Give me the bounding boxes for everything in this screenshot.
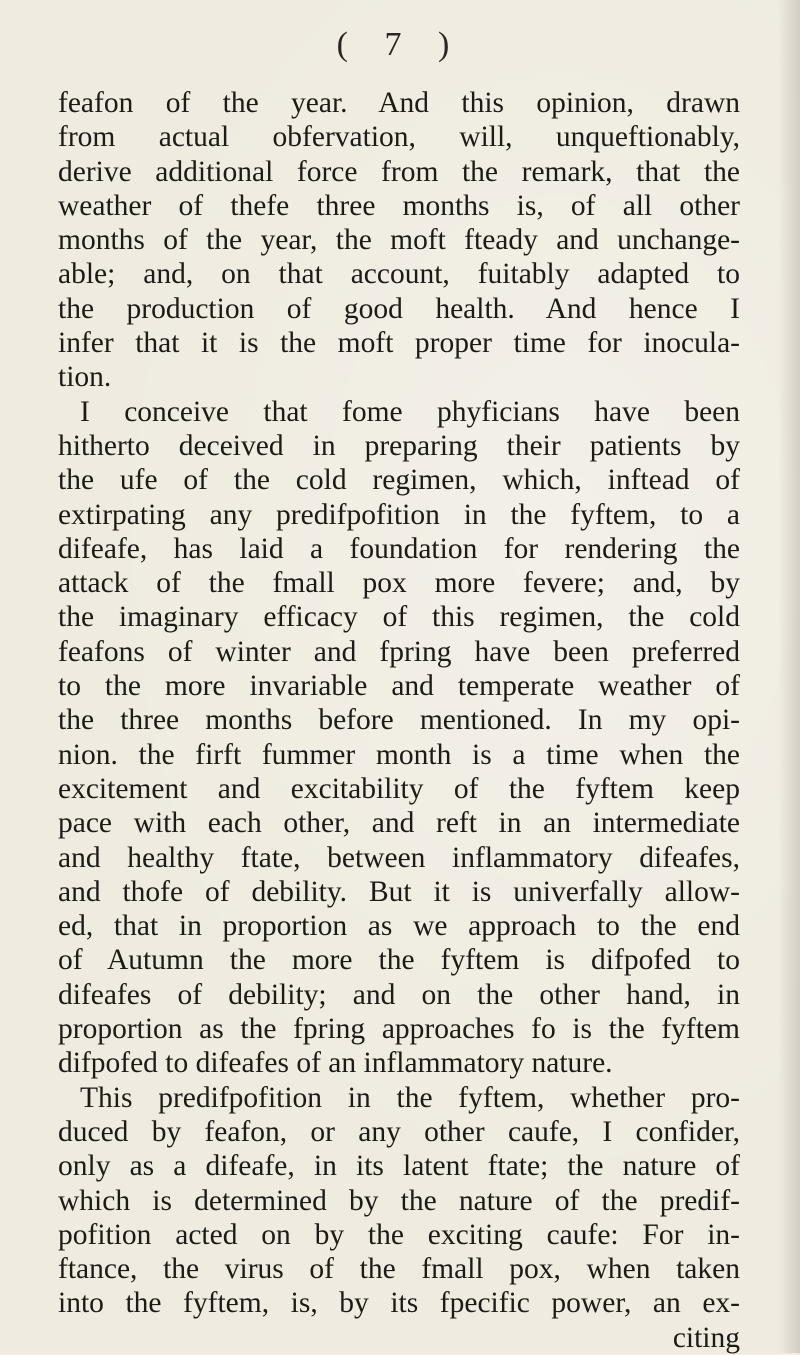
text-line: the ufe of the cold regimen, which, inftead of <box>58 464 740 497</box>
text-line: and thofe of debility. But it is univerfally allow- <box>58 875 740 908</box>
text-line: from actual obfervation, will, unqueftionably, <box>58 121 740 154</box>
text-line: I conceive that fome phyficians have been <box>80 395 740 428</box>
text-line: weather of thefe three months is, of all other <box>58 189 740 222</box>
text-line: infer that it is the moft proper time for inocula- <box>58 327 740 360</box>
body-text <box>58 86 740 1355</box>
text-line: pace with each other, and reft in an intermediate <box>58 807 740 840</box>
text-line: hitherto deceived in preparing their patients by <box>58 429 740 462</box>
text-line: difeafes of debility; and on the other hand, in <box>58 978 740 1011</box>
text-line: feafon of the year. And this opinion, drawn <box>58 87 740 119</box>
page-number: ( 7 ) <box>336 26 464 63</box>
text-line: duced by feafon, or any other caufe, I confider, <box>58 1115 740 1148</box>
text-line: of Autumn the more the fyftem is difpofed to <box>58 944 740 977</box>
page-edge-shadow <box>778 0 800 1353</box>
text-line: proportion as the fpring approaches fo is the fyftem <box>58 1013 740 1046</box>
text-line: the production of good health. And hence I <box>58 292 740 325</box>
text-line: difeafe, has laid a foundation for rendering the <box>58 532 740 565</box>
text-line: extirpating any predifpofition in the fyftem, to a <box>58 498 740 531</box>
text-line: months of the year, the moft fteady and unchange- <box>58 224 740 257</box>
text-line: which is determined by the nature of the predif- <box>58 1184 740 1217</box>
text-line: excitement and excitability of the fyftem keep <box>58 772 740 805</box>
text-line: able; and, on that account, fuitably adapted to <box>58 258 740 291</box>
text-line: tion. <box>58 361 112 394</box>
text-line: to the more invariable and temperate weather of <box>58 670 740 703</box>
text-line: difpofed to difeafes of an inflammatory nature. <box>58 1047 613 1080</box>
text-line: and healthy ftate, between inflammatory difeafes, <box>58 841 740 874</box>
text-line: attack of the fmall pox more fevere; and, by <box>58 567 740 600</box>
text-line: derive additional force from the remark, that the <box>58 155 740 188</box>
text-line: into the fyftem, is, by its fpecific power, an ex- <box>58 1287 740 1320</box>
text-line: ed, that in proportion as we approach to the end <box>58 910 740 943</box>
text-line: pofition acted on by the exciting caufe: For in- <box>58 1218 740 1251</box>
text-line: the imaginary efficacy of this regimen, the cold <box>58 601 740 634</box>
text-line: ftance, the virus of the fmall pox, when taken <box>58 1253 740 1286</box>
text-line: citing <box>672 1321 740 1354</box>
text-line: This predifpofition in the fyftem, whether pro- <box>80 1081 740 1114</box>
text-line: feafons of winter and fpring have been preferred <box>58 635 740 668</box>
text-line: nion. the firft fummer month is a time when the <box>58 738 740 771</box>
text-line: only as a difeafe, in its latent ftate; the nature of <box>58 1150 740 1183</box>
text-line: the three months before mentioned. In my opi- <box>58 704 740 737</box>
